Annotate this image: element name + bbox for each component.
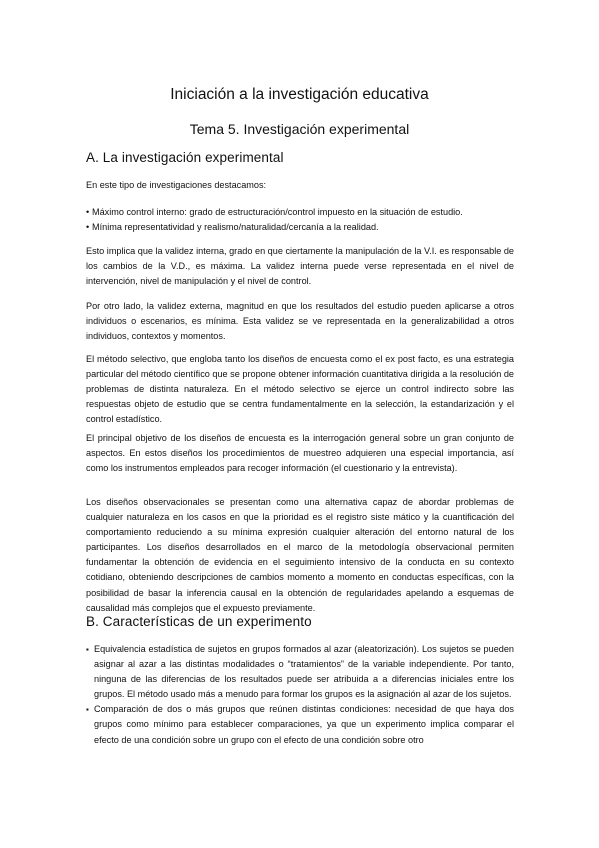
paragraph: El principal objetivo de los diseños de encuesta es la interrogación general sobre un gran conjunto de aspectos. En estos diseños los procedimientos de muestreo adquieren una especial importancia, así como los instrumentos empleados para recoger información (el cuestionario y la entrevista). bbox=[86, 433, 514, 474]
list-item: ▪ Comparación de dos o más grupos que reúnen distintas condiciones: necesidad de que haya dos grupos como mínimo para establecer comparaciones, ya que un experimento implica comparar el efecto de una condición sobre un grupo con el efecto de una condición sobre otro bbox=[86, 702, 514, 747]
list-item: ▪ Equivalencia estadística de sujetos en grupos formados al azar (aleatorización). Los sujetos se pueden asignar al azar a las distintas modalidades o “tratamientos” de la variable independiente. Por tanto, ninguna de las diferencias de los resultados puede ser atribuida a a diferencias iniciales entre los grupos. El método usado más a menudo para formar los grupos es la asignación al azar de los sujetos. bbox=[86, 642, 514, 702]
section-a-heading: A. La investigación experimental bbox=[86, 150, 284, 165]
section-a-intro: En este tipo de investigaciones destacamos: bbox=[86, 180, 267, 190]
list-item: • Mínima representatividad y realismo/naturalidad/cercanía a la realidad. bbox=[86, 220, 514, 235]
section-b-bullet-list bbox=[86, 642, 514, 748]
paragraph: El método selectivo, que engloba tanto los diseños de encuesta como el ex post facto, es una estrategia particular del método científico que se propone obtener información cuantitativa dirigida a la resolución de problemas de distinta naturaleza. En el método selectivo se ejerce un control indirecto sobre las respuestas objeto de estudio que se centra fundamentalmente en la selección, la estandarización y el control estadístico. bbox=[86, 354, 514, 425]
paragraph: Los diseños observacionales se presentan como una alternativa capaz de abordar problemas de cualquier naturaleza en los casos en que la prioridad es el registro siste mático y la cuantificación del comportamiento reduciendo a su mínima expresión cualquier alteración del entorno natural de los participantes. Los diseños desarrollados en el marco de la metodología observacional permiten fundamentar la obtención de evidencia en el seguimiento intensivo de la conducta en su contexto cotidiano, obteniendo descripciones de cambios momento a momento en conductas específicas, con la posibilidad de basar la inferencia causal en la obtención de regularidades apelando a esquemas de causalidad más complejos que el expuesto previamente. bbox=[86, 497, 514, 613]
document-title: Iniciación a la investigación educativa bbox=[170, 86, 429, 103]
paragraph: Esto implica que la validez interna, grado en que ciertamente la manipulación de la V.I. es responsable de los cambios de la V.D., es máxima. La validez interna puede verse representada en el nivel de intervención, nivel de manipulación y el nivel de control. bbox=[86, 246, 514, 287]
section-a-bullet-list bbox=[86, 205, 514, 235]
document-subtitle: Tema 5. Investigación experimental bbox=[189, 121, 410, 137]
paragraph: Por otro lado, la validez externa, magnitud en que los resultados del estudio pueden aplicarse a otros individuos o escenarios, es mínima. Esta validez se ve representada en la generalizabilidad a otros individuos, contextos y momentos. bbox=[86, 301, 514, 342]
section-b-heading: B. Características de un experimento bbox=[86, 614, 312, 629]
list-item: • Máximo control interno: grado de estructuración/control impuesto en la situación de estudio. bbox=[86, 205, 514, 220]
